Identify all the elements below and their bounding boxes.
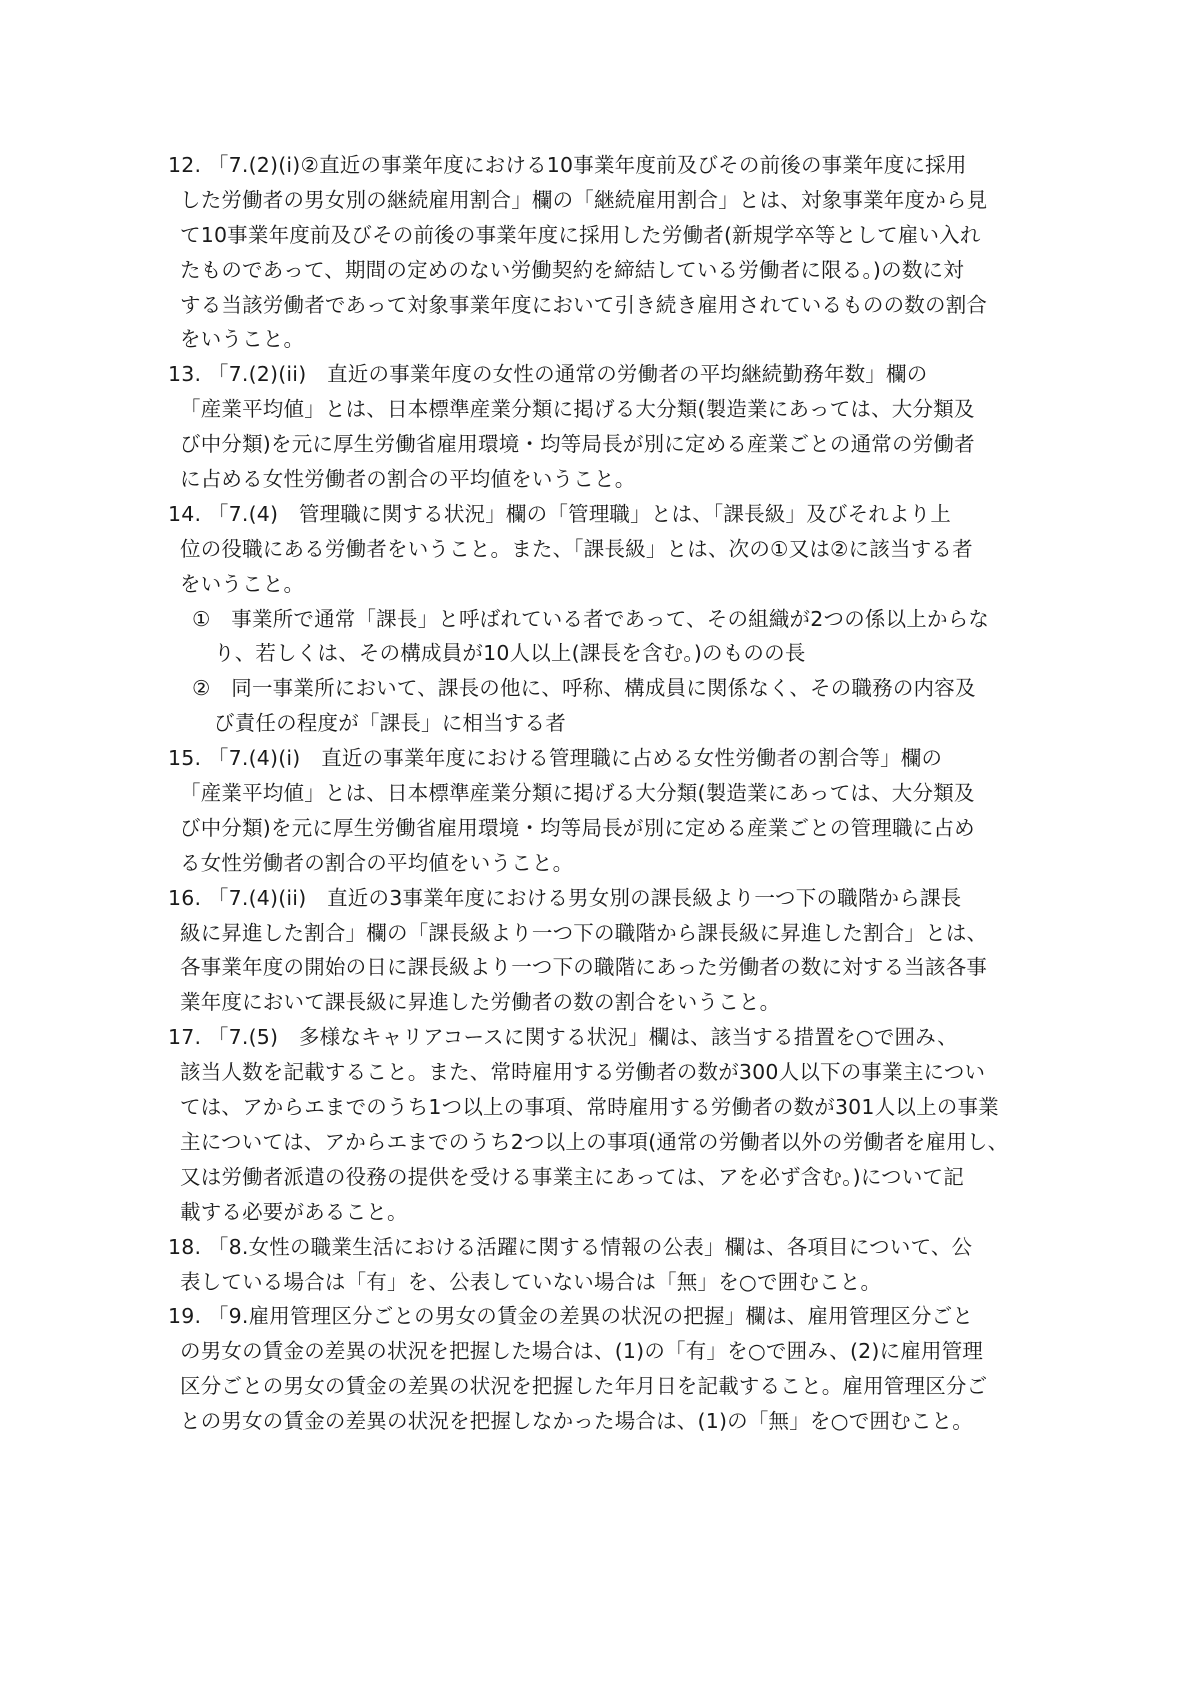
text-line: ては、アからエまでのうち1つ以上の事項、常時雇用する労働者の数が301人以上の事業 [180, 1095, 999, 1120]
text-line: 13. 「7.(2)(ii) 直近の事業年度の女性の通常の労働者の平均継続勤務年数」欄の [168, 362, 928, 387]
text-line: した労働者の男女別の継続雇用割合」欄の「継続雇用割合」とは、対象事業年度から見 [180, 187, 988, 212]
text-line: ① 事業所で通常「課長」と呼ばれている者であって、その組織が2つの係以上からな [192, 606, 990, 631]
text-line: との男女の賃金の差異の状況を把握しなかった場合は、(1)の「無」を○で囲むこと。 [180, 1409, 973, 1434]
text-line: 位の役職にある労働者をいうこと。また、「課長級」とは、次の①又は②に該当する者 [180, 536, 973, 561]
text-line: 「産業平均値」とは、日本標準産業分類に掲げる大分類(製造業にあっては、大分類及 [180, 781, 975, 806]
text-line: 17. 「7.(5) 多様なキャリアコースに関する状況」欄は、該当する措置を○で囲み、 [168, 1025, 958, 1050]
text-line: 又は労働者派遣の役務の提供を受ける事業主にあっては、アを必ず含む。)について記 [180, 1164, 964, 1189]
text-line: する当該労働者であって対象事業年度において引き続き雇用されているものの数の割合 [180, 292, 988, 317]
text-line: 14. 「7.(4) 管理職に関する状況」欄の「管理職」とは、「課長級」及びそれより上 [168, 501, 952, 526]
text-line: 16. 「7.(4)(ii) 直近の3事業年度における男女別の課長級より一つ下の職階から課長 [168, 885, 962, 910]
text-line: び責任の程度が「課長」に相当する者 [214, 711, 566, 736]
text-line: の男女の賃金の差異の状況を把握した場合は、(1)の「有」を○で囲み、(2)に雇用管理 [180, 1339, 984, 1364]
text-line: 表している場合は「有」を、公表していない場合は「無」を○で囲むこと。 [180, 1269, 882, 1294]
text-line: び中分類)を元に厚生労働省雇用環境・均等局長が別に定める産業ごとの通常の労働者 [180, 432, 975, 457]
text-line: 級に昇進した割合」欄の「課長級より一つ下の職階から課長級に昇進した割合」とは、 [180, 920, 988, 945]
text-line: 主については、アからエまでのうち2つ以上の事項(通常の労働者以外の労働者を雇用し、 [180, 1129, 1009, 1154]
text-line: 12. 「7.(2)(i)②直近の事業年度における10事業年度前及びその前後の事業年度に採用 [168, 153, 967, 177]
text-line: をいうこと。 [180, 571, 305, 596]
text-line: をいうこと。 [180, 327, 305, 352]
text-line: に占める女性労働者の割合の平均値をいうこと。 [180, 467, 636, 492]
text-line: たものであって、期間の定めのない労働契約を締結している労働者に限る。)の数に対 [180, 257, 964, 282]
text-line: 区分ごとの男女の賃金の差異の状況を把握した年月日を記載すること。雇用管理区分ご [180, 1374, 988, 1399]
text-line: 18. 「8.女性の職業生活における活躍に関する情報の公表」欄は、各項目について、公 [168, 1234, 973, 1259]
text-line: 「産業平均値」とは、日本標準産業分類に掲げる大分類(製造業にあっては、大分類及 [180, 397, 975, 422]
text-line: 該当人数を記載すること。また、常時雇用する労働者の数が300人以下の事業主につい [180, 1060, 986, 1085]
text-line: 19. 「9.雇用管理区分ごとの男女の賃金の差異の状況の把握」欄は、雇用管理区分ごと [168, 1304, 974, 1329]
text-line: 各事業年度の開始の日に課長級より一つ下の職階にあった労働者の数に対する当該各事 [180, 955, 988, 980]
text-line: 載する必要があること。 [180, 1199, 408, 1224]
document-body [168, 148, 1068, 1439]
text-line: び中分類)を元に厚生労働省雇用環境・均等局長が別に定める産業ごとの管理職に占め [180, 815, 975, 840]
text-line: 15. 「7.(4)(i) 直近の事業年度における管理職に占める女性労働者の割合等」欄の [168, 746, 943, 771]
text-line: 業年度において課長級に昇進した労働者の数の割合をいうこと。 [180, 990, 781, 1015]
text-line: る女性労働者の割合の平均値をいうこと。 [180, 850, 574, 875]
text-line: ② 同一事業所において、課長の他に、呼称、構成員に関係なく、その職務の内容及 [192, 676, 976, 701]
text-line: り、若しくは、その構成員が10人以上(課長を含む。)のものの長 [214, 641, 806, 666]
text-line: て10事業年度前及びその前後の事業年度に採用した労働者(新規学卒等として雇い入れ [180, 222, 981, 247]
